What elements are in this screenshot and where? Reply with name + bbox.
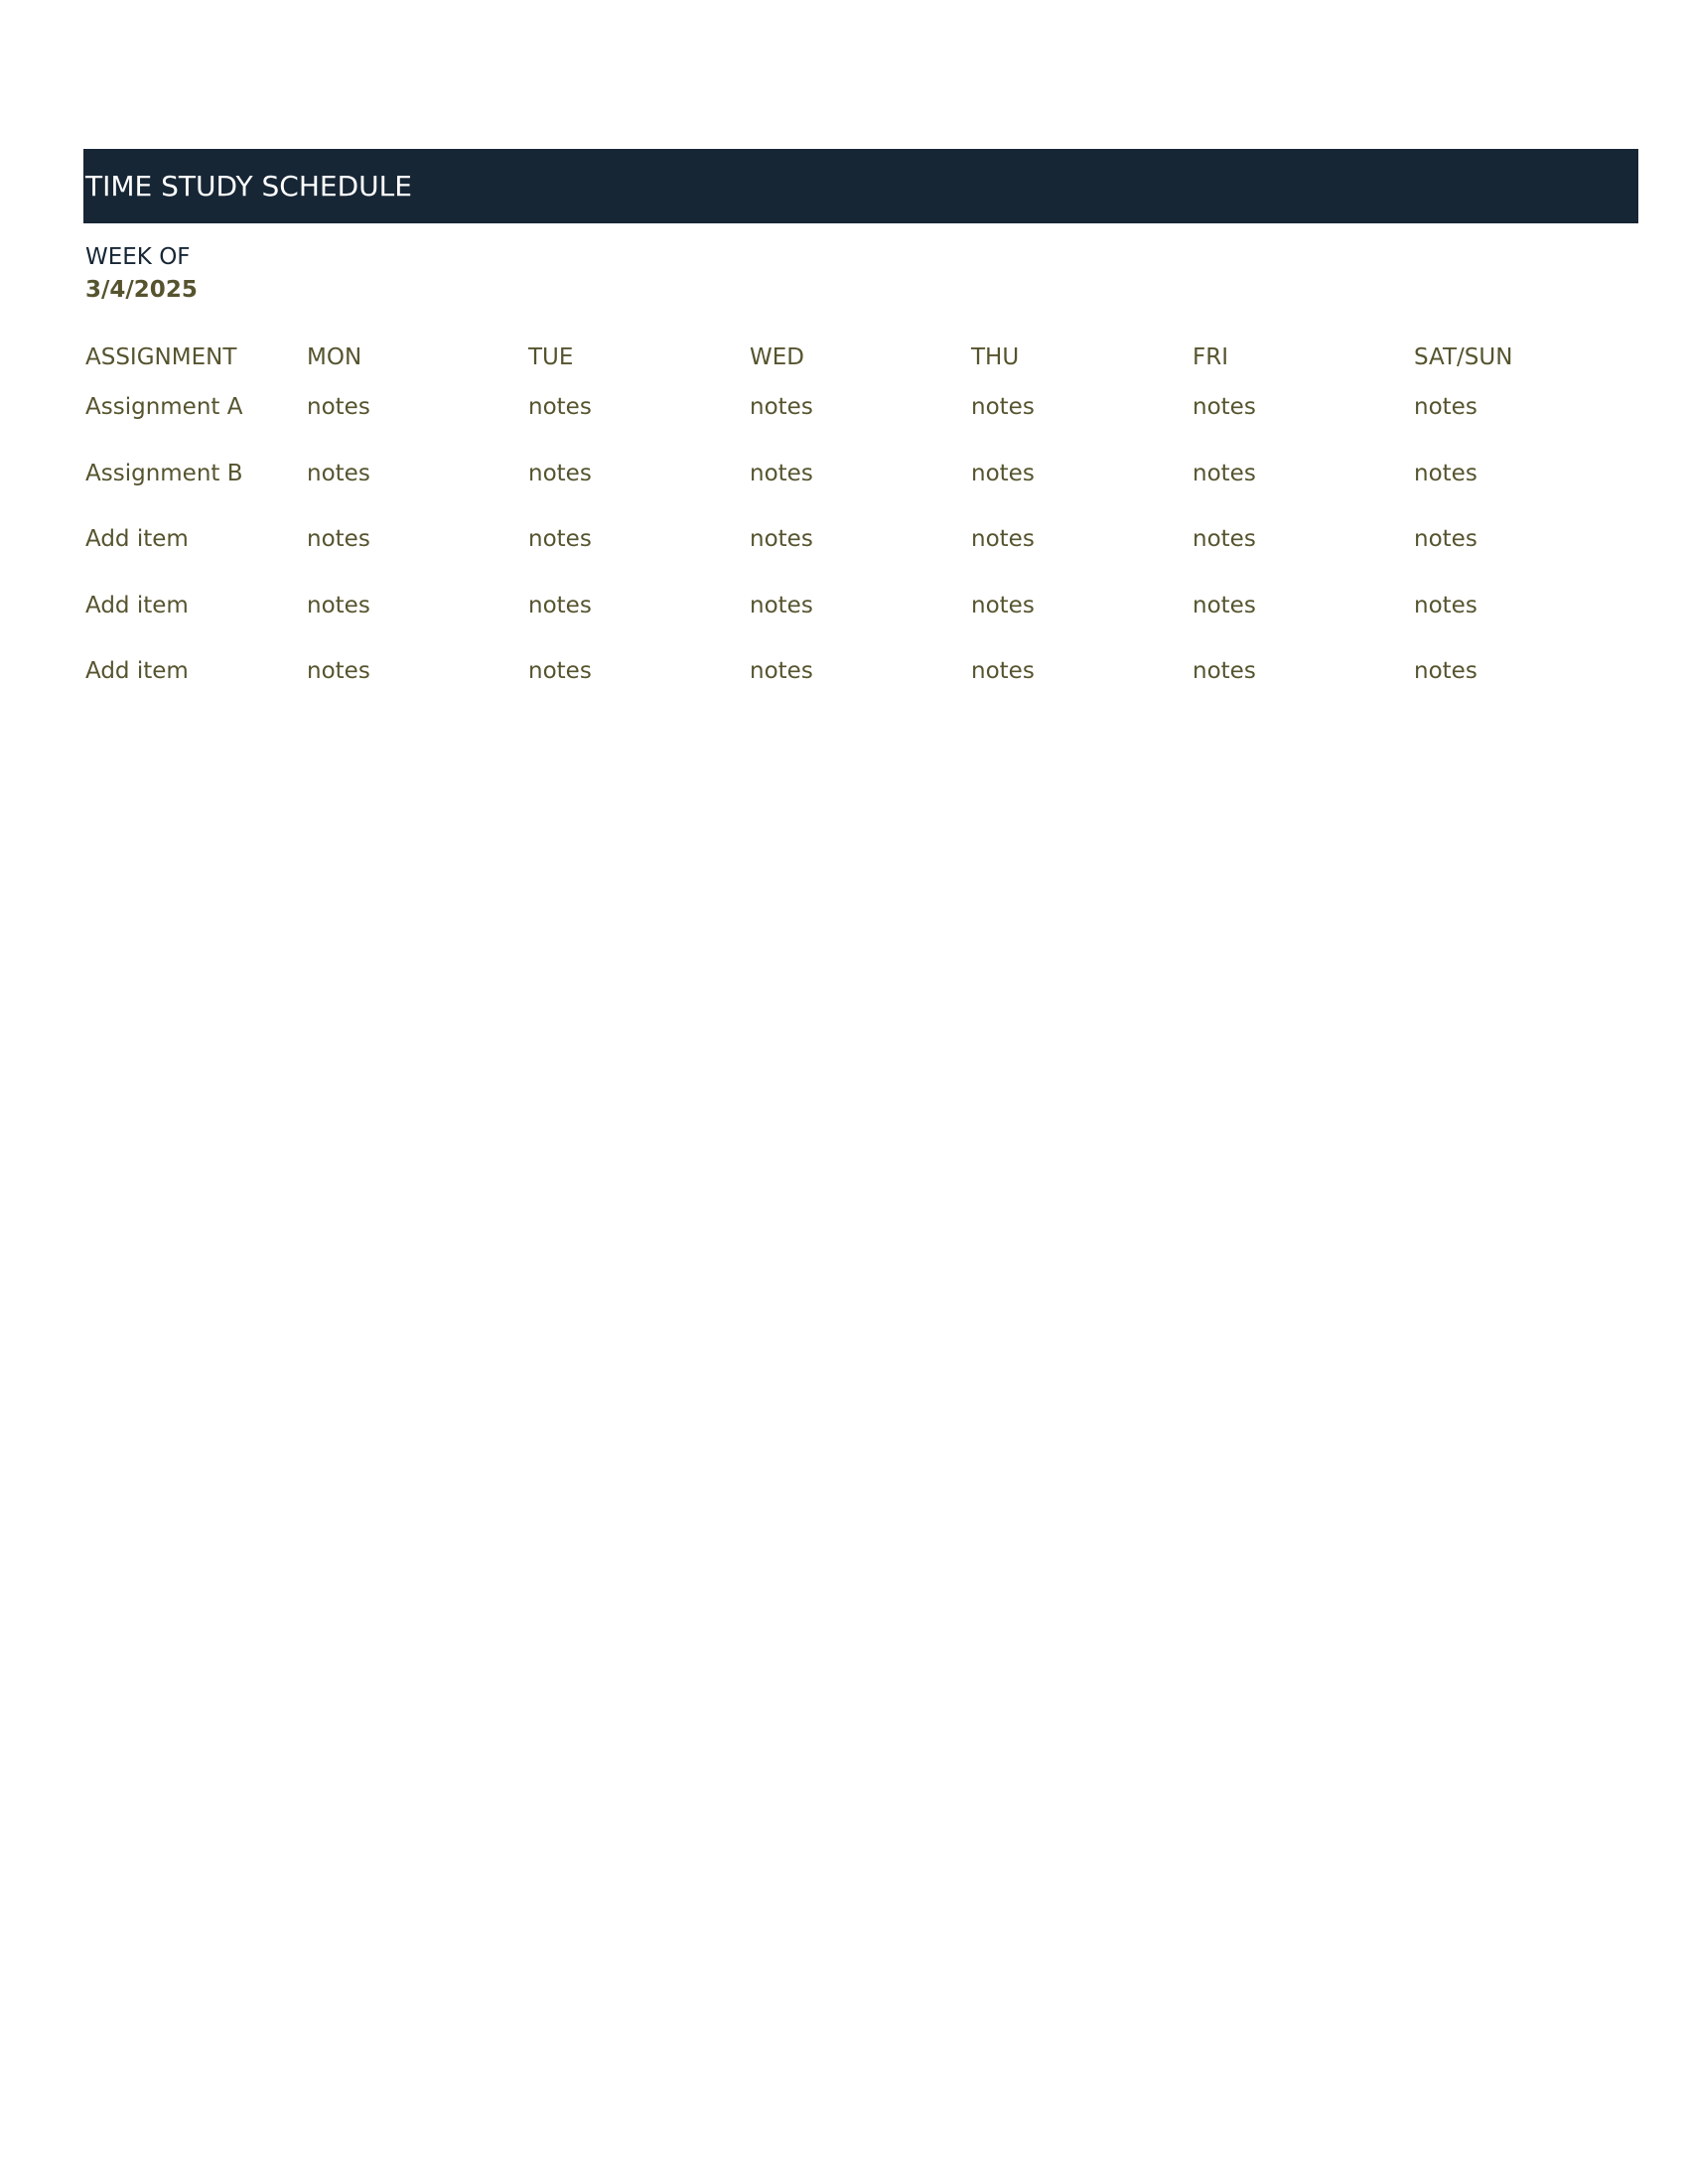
- assignment-cell[interactable]: Add item: [85, 592, 189, 618]
- notes-cell[interactable]: notes: [528, 460, 592, 486]
- table-header-row: [85, 338, 1636, 377]
- notes-cell[interactable]: notes: [1414, 526, 1477, 552]
- notes-cell[interactable]: notes: [971, 526, 1035, 552]
- table-row: [85, 586, 1636, 652]
- assignment-cell[interactable]: Add item: [85, 526, 189, 552]
- column-header-wed: WED: [750, 344, 804, 370]
- notes-cell[interactable]: notes: [307, 592, 370, 618]
- notes-cell[interactable]: notes: [750, 526, 813, 552]
- notes-cell[interactable]: notes: [307, 460, 370, 486]
- notes-cell[interactable]: notes: [1193, 592, 1256, 618]
- notes-cell[interactable]: notes: [307, 658, 370, 684]
- table-row: [85, 651, 1636, 718]
- week-of-label: WEEK OF: [85, 244, 191, 270]
- notes-cell[interactable]: notes: [750, 460, 813, 486]
- notes-cell[interactable]: notes: [1414, 394, 1477, 420]
- week-of-date[interactable]: 3/4/2025: [85, 277, 198, 303]
- notes-cell[interactable]: notes: [750, 394, 813, 420]
- notes-cell[interactable]: notes: [528, 658, 592, 684]
- notes-cell[interactable]: notes: [528, 592, 592, 618]
- notes-cell[interactable]: notes: [528, 394, 592, 420]
- table-row: [85, 454, 1636, 520]
- notes-cell[interactable]: notes: [1193, 526, 1256, 552]
- notes-cell[interactable]: notes: [971, 592, 1035, 618]
- table-row: [85, 519, 1636, 586]
- notes-cell[interactable]: notes: [1193, 460, 1256, 486]
- notes-cell[interactable]: notes: [971, 658, 1035, 684]
- assignment-cell[interactable]: Assignment B: [85, 460, 243, 486]
- table-row: [85, 387, 1636, 454]
- column-header-assignment: ASSIGNMENT: [85, 344, 237, 370]
- notes-cell[interactable]: notes: [971, 460, 1035, 486]
- column-header-fri: FRI: [1193, 344, 1228, 370]
- assignment-cell[interactable]: Add item: [85, 658, 189, 684]
- notes-cell[interactable]: notes: [1193, 658, 1256, 684]
- assignment-cell[interactable]: Assignment A: [85, 394, 243, 420]
- column-header-mon: MON: [307, 344, 362, 370]
- notes-cell[interactable]: notes: [307, 394, 370, 420]
- notes-cell[interactable]: notes: [1193, 394, 1256, 420]
- notes-cell[interactable]: notes: [528, 526, 592, 552]
- table-body: [85, 387, 1636, 718]
- schedule-table: [85, 338, 1636, 708]
- notes-cell[interactable]: notes: [750, 658, 813, 684]
- notes-cell[interactable]: notes: [1414, 658, 1477, 684]
- notes-cell[interactable]: notes: [971, 394, 1035, 420]
- notes-cell[interactable]: notes: [1414, 460, 1477, 486]
- notes-cell[interactable]: notes: [750, 592, 813, 618]
- page-title: TIME STUDY SCHEDULE: [85, 170, 412, 203]
- column-header-tue: TUE: [528, 344, 574, 370]
- column-header-sat-sun: SAT/SUN: [1414, 344, 1513, 370]
- title-bar: [83, 149, 1638, 223]
- notes-cell[interactable]: notes: [307, 526, 370, 552]
- column-header-thu: THU: [971, 344, 1020, 370]
- notes-cell[interactable]: notes: [1414, 592, 1477, 618]
